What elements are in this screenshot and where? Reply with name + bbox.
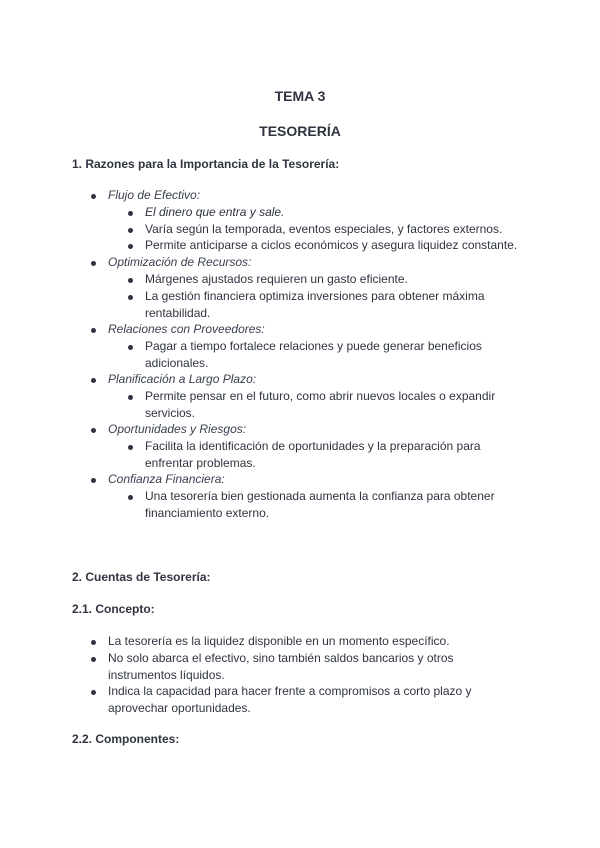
sub-item: Permite pensar en el futuro, como abrir nuevos locales o expandir <box>145 389 496 403</box>
bullet-icon <box>128 211 133 216</box>
sub-item-continuation: enfrentar problemas. <box>145 456 256 470</box>
list-item-relaciones: Relaciones con Proveedores: <box>108 322 265 336</box>
bullet-icon <box>91 194 96 199</box>
sub-item: El dinero que entra y sale. <box>145 205 285 219</box>
bullet-icon <box>128 295 133 300</box>
bullet-icon <box>128 244 133 249</box>
bullet-icon <box>128 278 133 283</box>
list-item-confianza: Confianza Financiera: <box>108 472 225 486</box>
list-item-optimizacion: Optimización de Recursos: <box>108 255 252 269</box>
sub-item: Márgenes ajustados requieren un gasto eficiente. <box>145 272 408 286</box>
list-item: La tesorería es la liquidez disponible en un momento específico. <box>108 634 450 648</box>
sub-item-continuation: servicios. <box>145 406 196 420</box>
sub-item: Permite anticiparse a ciclos económicos y asegura liquidez constante. <box>145 238 518 252</box>
section-2-1-heading: 2.1. Concepto: <box>72 602 155 616</box>
bullet-icon <box>91 328 96 333</box>
bullet-icon <box>91 428 96 433</box>
bullet-icon <box>91 690 96 695</box>
sub-item: Varía según la temporada, eventos especiales, y factores externos. <box>145 222 503 236</box>
list-item-planificacion: Planificación a Largo Plazo: <box>108 372 257 386</box>
page-title: TESORERÍA <box>259 123 341 139</box>
bullet-icon <box>128 345 133 350</box>
bullet-icon <box>128 395 133 400</box>
list-item-continuation: aprovechar oportunidades. <box>108 701 251 715</box>
bullet-icon <box>128 445 133 450</box>
bullet-icon <box>128 228 133 233</box>
list-item: Indica la capacidad para hacer frente a compromisos a corto plazo y <box>108 684 472 698</box>
tema-title: TEMA 3 <box>274 88 326 104</box>
list-item-continuation: instrumentos líquidos. <box>108 668 225 682</box>
sub-item: Facilita la identificación de oportunidades y la preparación para <box>145 439 481 453</box>
section-2-heading: 2. Cuentas de Tesorería: <box>72 570 211 584</box>
section-2-2-heading: 2.2. Componentes: <box>72 732 180 746</box>
sub-item: La gestión financiera optimiza inversiones para obtener máxima <box>145 289 485 303</box>
bullet-icon <box>128 495 133 500</box>
list-item-oportunidades: Oportunidades y Riesgos: <box>108 422 247 436</box>
section-1-heading: 1. Razones para la Importancia de la Tesorería: <box>72 157 340 171</box>
list-item-flujo: Flujo de Efectivo: <box>108 188 201 202</box>
sub-item-continuation: financiamiento externo. <box>145 506 270 520</box>
sub-item: Pagar a tiempo fortalece relaciones y puede generar beneficios <box>145 339 482 353</box>
bullet-icon <box>91 657 96 662</box>
sub-item-continuation: adicionales. <box>145 356 209 370</box>
sub-item-continuation: rentabilidad. <box>145 306 211 320</box>
bullet-icon <box>91 261 96 266</box>
bullet-icon <box>91 478 96 483</box>
bullet-icon <box>91 378 96 383</box>
sub-item: Una tesorería bien gestionada aumenta la confianza para obtener <box>145 489 495 503</box>
bullet-icon <box>91 640 96 645</box>
list-item: No solo abarca el efectivo, sino también saldos bancarios y otros <box>108 651 454 665</box>
